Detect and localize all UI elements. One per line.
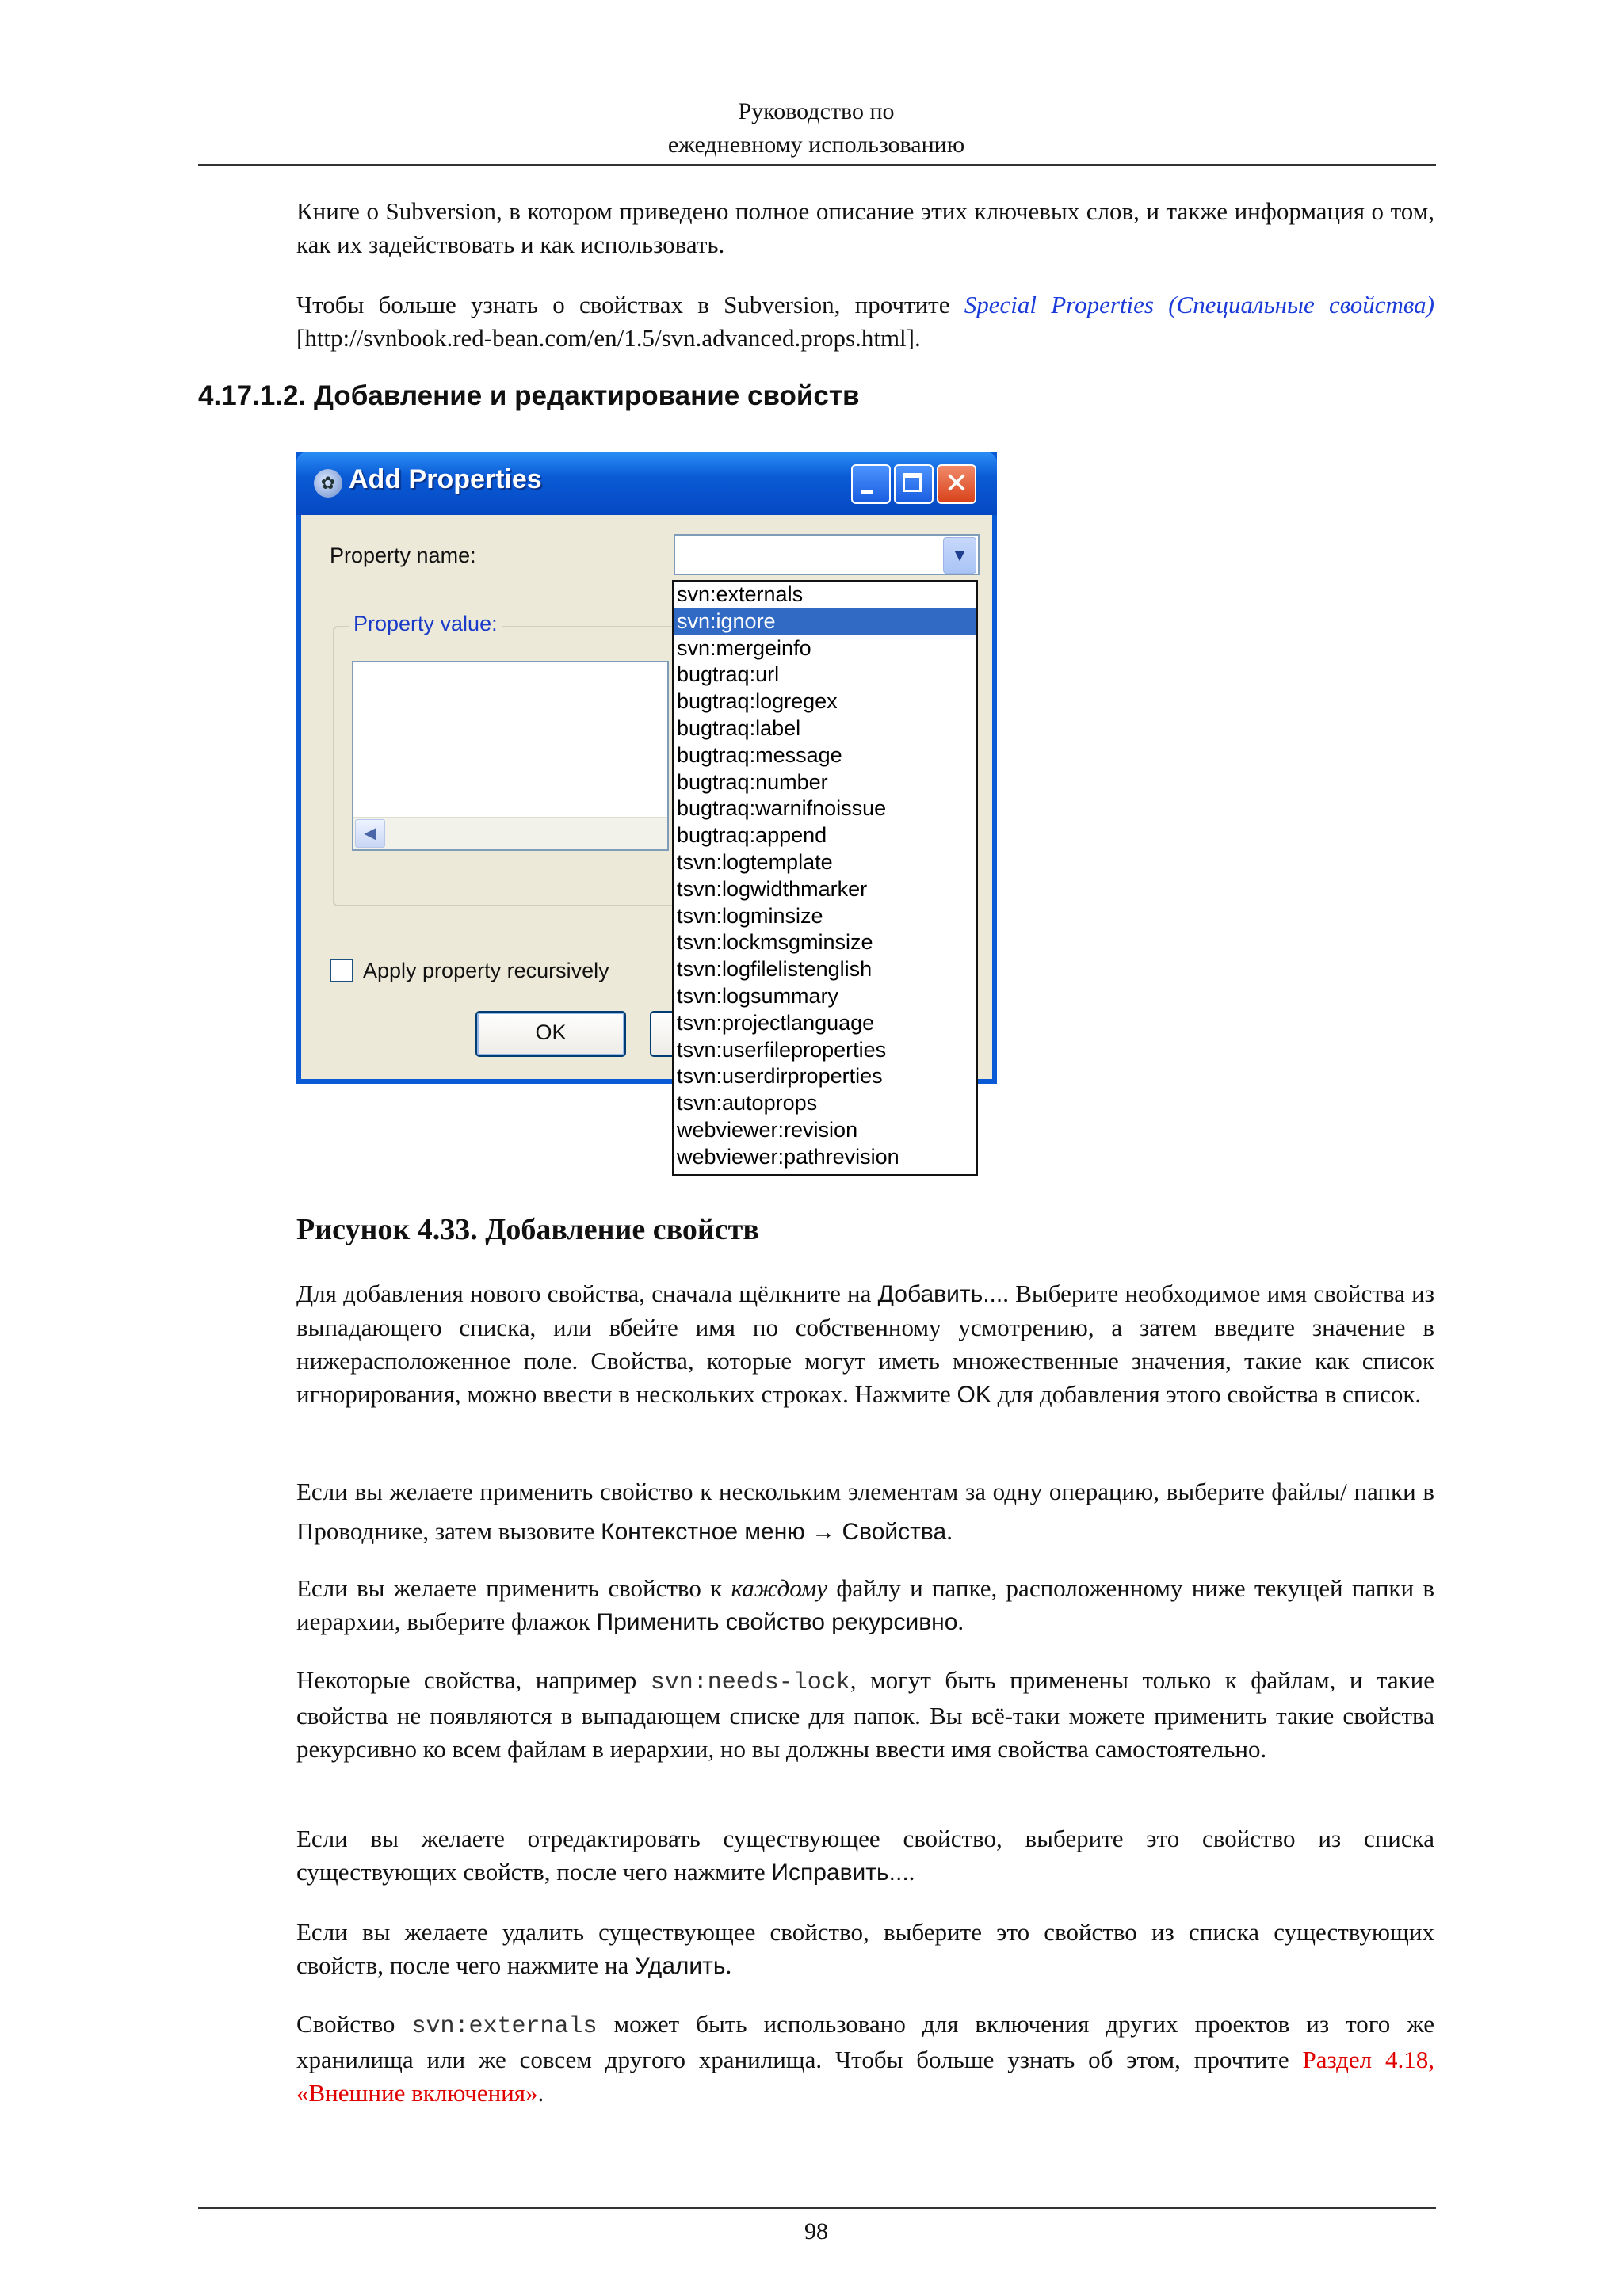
dropdown-item[interactable]: tsvn:logfilelistenglish	[677, 957, 873, 982]
dropdown-item[interactable]: bugtraq:warnifnoissue	[677, 796, 887, 821]
maximize-icon	[903, 473, 922, 492]
dropdown-item[interactable]: svn:mergeinfo	[677, 635, 812, 660]
p1-text-a: Для добавления нового свойства, сначала щёлкните на	[296, 1280, 878, 1307]
context-menu-reference: Контекстное меню → Свойства	[601, 1519, 947, 1545]
header-rule	[198, 164, 1436, 166]
dropdown-item[interactable]: tsvn:logsummary	[677, 983, 839, 1008]
dropdown-item[interactable]: tsvn:projectlanguage	[677, 1010, 875, 1035]
dropdown-item[interactable]: tsvn:logwidthmarker	[677, 876, 868, 901]
property-value-label: Property value:	[349, 612, 502, 636]
p7-text-a: Свойство	[296, 2010, 412, 2038]
minimize-button[interactable]	[851, 464, 891, 504]
running-header	[198, 95, 1434, 162]
body-paragraph-1	[296, 1277, 1434, 1412]
p4-text-a: Некоторые свойства, например	[296, 1666, 651, 1694]
dropdown-item[interactable]: tsvn:lockmsgminsize	[677, 930, 873, 955]
dialog-title: Add Properties	[349, 464, 542, 494]
dropdown-item[interactable]: webviewer:revision	[677, 1117, 858, 1142]
body-paragraph-5	[296, 1822, 1434, 1890]
dropdown-item[interactable]: bugtraq:logregex	[677, 689, 838, 714]
section-title: 4.17.1.2. Добавление и редактирование свойств	[198, 380, 860, 411]
apply-recursively-checkbox[interactable]	[330, 959, 353, 982]
dialog-titlebar	[296, 452, 997, 515]
body-paragraph-2	[296, 1472, 1434, 1552]
close-button[interactable]	[937, 464, 976, 504]
p1-text-c: для добавления этого свойства в список.	[991, 1380, 1422, 1408]
property-value-textarea[interactable]	[352, 661, 669, 851]
p6-text-b: .	[725, 1951, 732, 1979]
intro-p2-before: Чтобы больше узнать о свойствах в Subversion, прочтите	[296, 291, 964, 318]
externals-code: svn:externals	[411, 2013, 598, 2040]
edit-button-reference: Исправить...	[771, 1859, 909, 1886]
body-paragraph-4	[296, 1664, 1434, 1766]
scroll-left-icon[interactable]: ◀	[355, 819, 385, 848]
minimize-icon	[861, 490, 873, 494]
figure-caption: Рисунок 4.33. Добавление свойств	[296, 1213, 759, 1246]
tortoise-app-icon: ✿	[314, 469, 342, 498]
chevron-down-icon[interactable]: ▼	[943, 537, 976, 574]
body-paragraph-6	[296, 1916, 1434, 1983]
p2-text-a: Если вы желаете применить свойство к нескольким элементам за одну операцию, выберите файлы/ папки в Проводнике, затем вызовите	[296, 1478, 1434, 1545]
p3-text-c: .	[957, 1608, 964, 1635]
intro-p2-after: [http://svnbook.red-bean.com/en/1.5/svn.advanced.props.html].	[296, 324, 921, 352]
property-name-dropdown-list[interactable]	[672, 580, 978, 1176]
p7-text-b: может быть использовано для включения других проектов из того же хранилища или же совсем другого хранилища. Чтобы больше узнать об этом, прочтите	[296, 2010, 1434, 2073]
p2-text-b: .	[946, 1517, 953, 1545]
dropdown-item[interactable]: bugtraq:message	[677, 742, 842, 767]
dropdown-item[interactable]: tsvn:userfileproperties	[677, 1037, 887, 1062]
p5-text-a: Если вы желаете отредактировать существующее свойство, выберите это свойство из списка существующих свойств, после чего нажмите	[296, 1825, 1434, 1886]
ok-button[interactable]: OK	[475, 1011, 626, 1057]
dropdown-item[interactable]: tsvn:userdirproperties	[677, 1064, 883, 1089]
needs-lock-code: svn:needs-lock	[650, 1669, 850, 1696]
dropdown-item[interactable]: bugtraq:label	[677, 715, 801, 740]
page-number: 98	[804, 2218, 828, 2245]
close-icon: ✕	[944, 467, 969, 499]
header-line-1: Руководство по	[738, 98, 895, 124]
maximize-button[interactable]	[894, 464, 934, 504]
body-paragraph-3	[296, 1572, 1434, 1639]
add-button-reference: Добавить...	[877, 1281, 1003, 1307]
property-name-combobox[interactable]	[674, 534, 980, 575]
dropdown-item[interactable]: tsvn:autoprops	[677, 1091, 818, 1116]
dropdown-item[interactable]: bugtraq:number	[677, 769, 828, 794]
special-properties-link[interactable]: Special Properties (Специальные свойства)	[964, 291, 1434, 318]
dropdown-item[interactable]: tsvn:logtemplate	[677, 849, 833, 874]
p1-text-b: . Выберите необходимое имя свойства из выпадающего списка, или вбейте имя по собственному усмотрению, а затем введите значение в нижерасположенное поле. Свойства, которые могут иметь множественные значения, такие как список игнорирования, можно ввести в нескольких строках. Нажмите	[296, 1280, 1434, 1408]
dropdown-item[interactable]: bugtraq:append	[677, 823, 827, 848]
p4-text-b: , могут быть применены только к файлам, и такие свойства не появляются в выпадающем списке для папок. Вы всё-таки можете применить такие свойства рекурсивно ко всем файлам в иерархии, но вы должны ввести имя свойства самостоятельно.	[296, 1666, 1434, 1763]
p7-text-c: .	[537, 2079, 544, 2107]
property-name-label: Property name:	[330, 543, 476, 567]
delete-button-reference: Удалить	[635, 1953, 726, 1979]
footer-rule	[198, 2207, 1436, 2209]
intro-paragraph-2	[296, 288, 1434, 355]
ok-button-reference: OK	[957, 1382, 991, 1408]
p3-emphasis: каждому	[731, 1574, 828, 1602]
apply-recursively-label: Apply property recursively	[363, 959, 609, 982]
p3-text-a: Если вы желаете применить свойство к	[296, 1574, 731, 1602]
horizontal-scrollbar[interactable]	[353, 817, 667, 849]
p5-text-b: .	[908, 1858, 915, 1886]
dropdown-item[interactable]: tsvn:logminsize	[677, 903, 823, 928]
body-paragraph-7	[296, 2008, 1434, 2110]
dropdown-item[interactable]: webviewer:pathrevision	[677, 1144, 899, 1169]
recursive-option-reference: Применить свойство рекурсивно	[596, 1609, 958, 1635]
dropdown-item[interactable]: bugtraq:url	[677, 662, 780, 687]
dropdown-item[interactable]: svn:externals	[677, 582, 804, 606]
externals-section-link[interactable]: Раздел 4.18, «Внешние включения»	[296, 2046, 1434, 2107]
intro-paragraph-1: Книге о Subversion, в котором приведено полное описание этих ключевых слов, и также информация о том, как их задействовать и как использовать.	[296, 197, 1434, 258]
p6-text-a: Если вы желаете удалить существующее свойство, выберите это свойство из списка существующих свойств, после чего нажмите на	[296, 1918, 1434, 1979]
dropdown-item[interactable]: svn:ignore	[674, 608, 976, 635]
p3-text-b: файлу и папке, расположенному ниже текущей папки в иерархии, выберите флажок	[296, 1574, 1434, 1635]
header-line-2: ежедневному использованию	[667, 132, 965, 158]
